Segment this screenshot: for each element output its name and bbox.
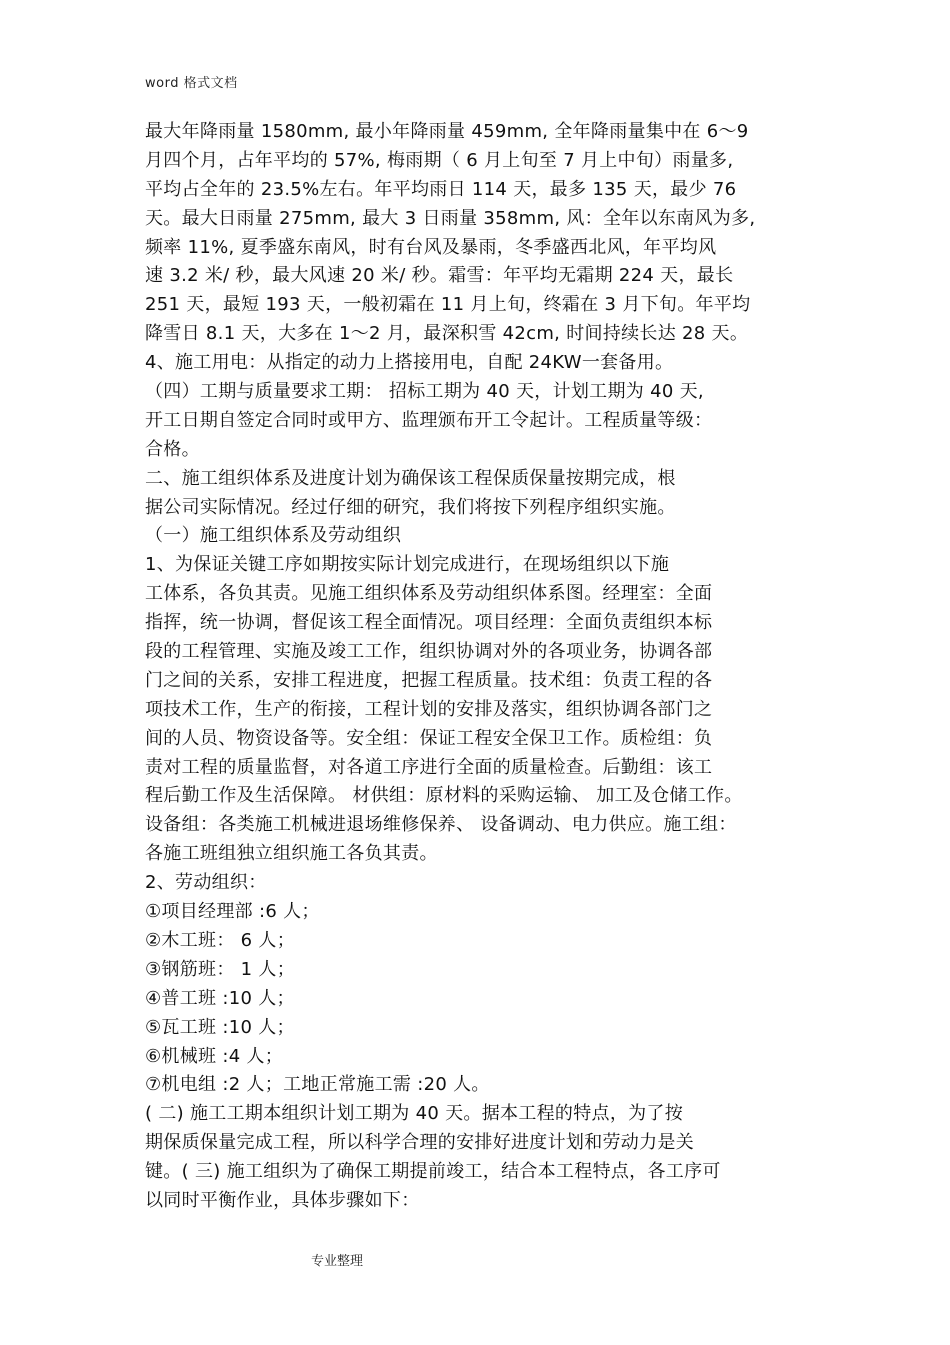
- body-line: 2、劳动组织：: [145, 872, 267, 894]
- body-line: 合格。: [145, 438, 200, 460]
- document-body: [145, 118, 815, 1216]
- list-item: ⑤瓦工班 :10 人；: [145, 1016, 295, 1038]
- list-item: ④普工班 :10 人；: [145, 987, 295, 1009]
- body-line: 据公司实际情况。经过仔细的研究，我们将按下列程序组织实施。: [145, 496, 676, 518]
- list-item: ③钢筋班： 1 人；: [145, 958, 296, 980]
- body-line: 项技术工作，生产的衔接，工程计划的安排及落实，组织协调各部门之: [145, 698, 713, 720]
- body-line: 责对工程的质量监督，对各道工序进行全面的质量检查。后勤组：该工: [145, 756, 713, 778]
- body-line: 工体系，各负其责。见施工组织体系及劳动组织体系图。经理室：全面: [145, 583, 713, 605]
- body-line: 段的工程管理、实施及竣工工作，组织协调对外的各项业务，协调各部: [145, 641, 713, 663]
- body-line: 天。最大日雨量 275mm, 最大 3 日雨量 358mm, 风：全年以东南风为多,: [145, 207, 756, 229]
- body-line: 251 天，最短 193 天，一般初霜在 11 月上旬，终霜在 3 月下旬。年平均: [145, 294, 751, 316]
- body-line: （四）工期与质量要求工期： 招标工期为 40 天，计划工期为 40 天,: [145, 381, 704, 403]
- list-item: ②木工班： 6 人；: [145, 929, 296, 951]
- page-header: word 格式文档: [145, 76, 238, 91]
- body-line: ( 二) 施工工期本组织计划工期为 40 天。据本工程的特点，为了按: [145, 1103, 684, 1125]
- page-footer: 专业整理: [311, 1254, 364, 1269]
- section-heading: （一）施工组织体系及劳动组织: [145, 525, 402, 547]
- body-line: 键。( 三) 施工组织为了确保工期提前竣工，结合本工程特点，各工序可: [145, 1161, 721, 1183]
- body-line: 程后勤工作及生活保障。 材供组：原材料的采购运输、 加工及仓储工作。: [145, 785, 743, 807]
- body-line: 指挥，统一协调，督促该工程全面情况。项目经理：全面负责组织本标: [145, 612, 713, 634]
- list-item: ⑥机械班 :4 人；: [145, 1045, 284, 1067]
- body-line: 速 3.2 米/ 秒，最大风速 20 米/ 秒。霜雪：年平均无霜期 224 天，最长: [145, 265, 734, 287]
- body-line: 各施工班组独立组织施工各负其责。: [145, 843, 438, 865]
- body-line: 开工日期自签定合同时或甲方、监理颁布开工令起计。工程质量等级：: [145, 409, 713, 431]
- body-line: 降雪日 8.1 天，大多在 1～2 月，最深积雪 42cm, 时间持续长达 28 天。: [145, 323, 749, 345]
- body-line: 最大年降雨量 1580mm, 最小年降雨量 459mm, 全年降雨量集中在 6～9: [145, 121, 749, 142]
- body-line: 月四个月，占年平均的 57%, 梅雨期（ 6 月上旬至 7 月上中旬）雨量多,: [145, 149, 734, 171]
- body-line: 期保质保量完成工程，所以科学合理的安排好进度计划和劳动力是关: [145, 1132, 694, 1154]
- body-line: 间的人员、物资设备等。安全组：保证工程安全保卫工作。质检组：负: [145, 727, 713, 749]
- body-line: 频率 11%, 夏季盛东南风，时有台风及暴雨，冬季盛西北风，年平均风: [145, 236, 717, 258]
- body-line: 1、为保证关键工序如期按实际计划完成进行，在现场组织以下施: [145, 554, 670, 576]
- body-line: 4、施工用电：从指定的动力上搭接用电，自配 24KW一套备用。: [145, 352, 674, 374]
- list-item: ⑦机电组 :2 人；工地正常施工需 :20 人。: [145, 1074, 490, 1096]
- body-line: 平均占全年的 23.5%左右。年平均雨日 114 天，最多 135 天，最少 76: [145, 178, 737, 200]
- body-line: 二、施工组织体系及进度计划为确保该工程保质保量按期完成，根: [145, 467, 676, 489]
- body-line: 门之间的关系，安排工程进度，把握工程质量。技术组：负责工程的各: [145, 669, 713, 691]
- body-line: 以同时平衡作业，具体步骤如下：: [145, 1189, 420, 1211]
- list-item: ①项目经理部 :6 人；: [145, 901, 320, 923]
- body-line: 设备组：各类施工机械进退场维修保养、 设备调动、电力供应。施工组：: [145, 814, 737, 836]
